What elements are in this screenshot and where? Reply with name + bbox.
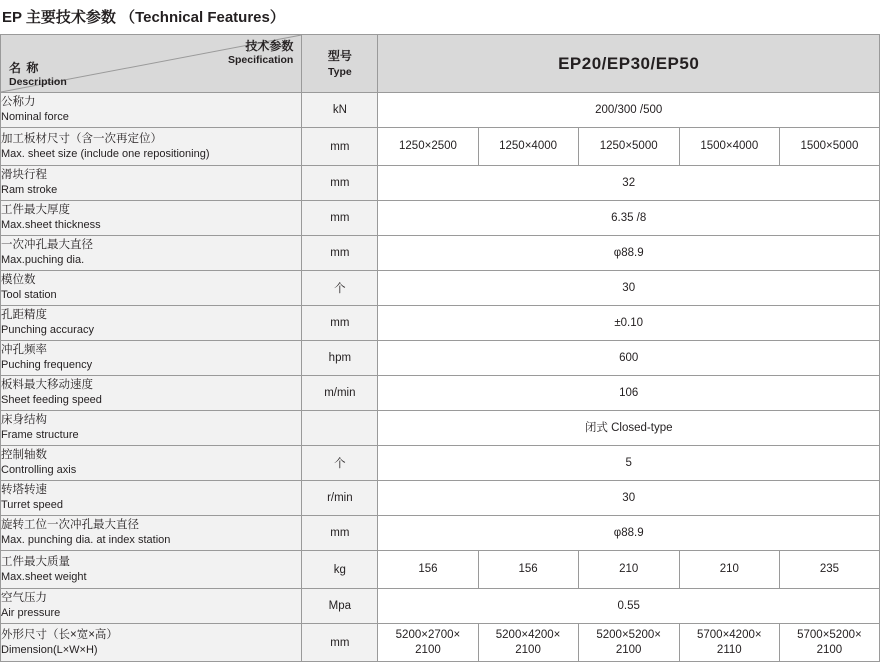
row-unit-cell xyxy=(302,411,378,446)
header-specification-cn: 技术参数 xyxy=(245,39,294,53)
header-type-cell xyxy=(302,35,378,93)
row-label-cn: 转塔转速 xyxy=(1,484,47,497)
table-body xyxy=(1,93,880,662)
row-label-cell xyxy=(1,236,302,271)
table-row xyxy=(1,516,880,551)
row-label-cell xyxy=(1,341,302,376)
row-label-cn: 加工板材尺寸（含一次再定位） xyxy=(1,132,162,145)
row-value-cell: 5700×4200× 2110 xyxy=(679,624,779,662)
header-model-cell: EP20/EP30/EP50 xyxy=(378,35,880,93)
table-row xyxy=(1,341,880,376)
row-label-en: Punching accuracy xyxy=(1,324,94,337)
row-label-cn: 滑块行程 xyxy=(1,169,47,182)
row-value-cell: 1500×4000 xyxy=(679,128,779,166)
header-type-en: Type xyxy=(328,65,352,78)
row-unit-cell: kN xyxy=(302,93,378,128)
row-label-en: Max. sheet size (include one repositioning) xyxy=(1,147,210,160)
table-row xyxy=(1,551,880,589)
row-label-en: Puching frequency xyxy=(1,359,93,372)
row-label-cell xyxy=(1,201,302,236)
row-label-cell xyxy=(1,624,302,662)
row-value-cell: 210 xyxy=(578,551,679,589)
table-row xyxy=(1,271,880,306)
row-label-cn: 控制轴数 xyxy=(1,449,47,462)
row-label-cell xyxy=(1,551,302,589)
row-unit-cell: 个 xyxy=(302,446,378,481)
row-label-cell xyxy=(1,93,302,128)
header-specification-description-cell xyxy=(1,35,302,93)
row-unit-cell: kg xyxy=(302,551,378,589)
table-row xyxy=(1,93,880,128)
table-row xyxy=(1,128,880,166)
table-row xyxy=(1,411,880,446)
row-unit-cell: r/min xyxy=(302,481,378,516)
row-label-en: Sheet feeding speed xyxy=(1,394,102,407)
row-label-cell xyxy=(1,411,302,446)
row-value-cell: 32 xyxy=(378,166,880,201)
row-unit-cell: mm xyxy=(302,306,378,341)
row-label-cell xyxy=(1,446,302,481)
row-label-cn: 床身结构 xyxy=(1,414,47,427)
row-label-en: Air pressure xyxy=(1,607,61,620)
row-unit-cell: m/min xyxy=(302,376,378,411)
row-label-cn: 公称力 xyxy=(1,96,36,109)
row-value-cell: 1250×4000 xyxy=(478,128,578,166)
row-unit-cell: mm xyxy=(302,128,378,166)
technical-features-table xyxy=(0,34,880,662)
row-label-en: Frame structure xyxy=(1,429,79,442)
header-description-label xyxy=(9,61,67,89)
row-label-cn: 孔距精度 xyxy=(1,309,47,322)
row-label-cell xyxy=(1,376,302,411)
row-value-cell: 5 xyxy=(378,446,880,481)
table-row xyxy=(1,446,880,481)
table-row xyxy=(1,306,880,341)
row-label-en: Turret speed xyxy=(1,499,63,512)
table-row xyxy=(1,201,880,236)
row-value-cell: φ88.9 xyxy=(378,236,880,271)
row-label-cell xyxy=(1,589,302,624)
row-label-en: Controlling axis xyxy=(1,464,77,477)
row-label-cell xyxy=(1,128,302,166)
header-specification-en: Specification xyxy=(227,54,294,66)
row-label-en: Dimension(L×W×H) xyxy=(1,643,98,656)
row-value-cell: φ88.9 xyxy=(378,516,880,551)
row-unit-cell: hpm xyxy=(302,341,378,376)
row-label-cell xyxy=(1,306,302,341)
row-label-cn: 外形尺寸（长×宽×高） xyxy=(1,628,118,641)
row-unit-cell: mm xyxy=(302,624,378,662)
row-label-cell xyxy=(1,271,302,306)
row-value-cell: 1250×5000 xyxy=(578,128,679,166)
row-label-cn: 冲孔频率 xyxy=(1,344,47,357)
row-value-cell: 5700×5200× 2100 xyxy=(779,624,879,662)
row-label-en: Max.sheet weight xyxy=(1,570,87,583)
row-value-cell: 156 xyxy=(378,551,478,589)
row-unit-cell: mm xyxy=(302,201,378,236)
row-label-cn: 板料最大移动速度 xyxy=(1,379,93,392)
row-value-cell: 5200×4200× 2100 xyxy=(478,624,578,662)
header-description-en: Description xyxy=(9,75,67,88)
row-value-cell: 1250×2500 xyxy=(378,128,478,166)
row-label-cell xyxy=(1,516,302,551)
table-header-row xyxy=(1,35,880,93)
row-value-cell: 闭式 Closed-type xyxy=(378,411,880,446)
row-label-en: Tool station xyxy=(1,289,57,302)
row-label-cell xyxy=(1,166,302,201)
row-unit-cell: 个 xyxy=(302,271,378,306)
row-label-cell xyxy=(1,481,302,516)
row-value-cell: 235 xyxy=(779,551,879,589)
row-label-cn: 旋转工位一次冲孔最大直径 xyxy=(1,519,139,532)
row-value-cell: 1500×5000 xyxy=(779,128,879,166)
table-row xyxy=(1,624,880,662)
table-row xyxy=(1,236,880,271)
row-value-cell: 0.55 xyxy=(378,589,880,624)
row-unit-cell: mm xyxy=(302,236,378,271)
row-value-cell: 600 xyxy=(378,341,880,376)
header-type-cn: 型号 xyxy=(327,49,352,64)
row-unit-cell: mm xyxy=(302,166,378,201)
row-value-cell: 5200×2700× 2100 xyxy=(378,624,478,662)
row-label-cn: 模位数 xyxy=(1,274,36,287)
row-value-cell: 5200×5200× 2100 xyxy=(578,624,679,662)
table-row xyxy=(1,481,880,516)
header-specification-label xyxy=(228,39,293,67)
row-label-en: Ram stroke xyxy=(1,184,58,197)
row-label-cn: 一次冲孔最大直径 xyxy=(1,239,93,252)
row-value-cell: 210 xyxy=(679,551,779,589)
row-label-en: Nominal force xyxy=(1,111,69,124)
row-unit-cell: mm xyxy=(302,516,378,551)
row-value-cell: 6.35 /8 xyxy=(378,201,880,236)
row-label-en: Max.sheet thickness xyxy=(1,219,101,232)
row-label-en: Max. punching dia. at index station xyxy=(1,534,171,547)
row-label-cn: 工件最大厚度 xyxy=(1,204,70,217)
row-value-cell: 200/300 /500 xyxy=(378,93,880,128)
page-title: EP 主要技术参数 （Technical Features） xyxy=(2,9,285,26)
row-value-cell: 30 xyxy=(378,271,880,306)
table-row xyxy=(1,376,880,411)
table-row xyxy=(1,166,880,201)
row-value-cell: 156 xyxy=(478,551,578,589)
row-unit-cell: Mpa xyxy=(302,589,378,624)
header-description-cn: 名 称 xyxy=(9,60,40,75)
row-label-cn: 工件最大质量 xyxy=(1,555,70,568)
row-value-cell: 106 xyxy=(378,376,880,411)
row-label-en: Max.puching dia. xyxy=(1,254,85,267)
table-row xyxy=(1,589,880,624)
row-value-cell: ±0.10 xyxy=(378,306,880,341)
row-label-cn: 空气压力 xyxy=(1,592,47,605)
row-value-cell: 30 xyxy=(378,481,880,516)
